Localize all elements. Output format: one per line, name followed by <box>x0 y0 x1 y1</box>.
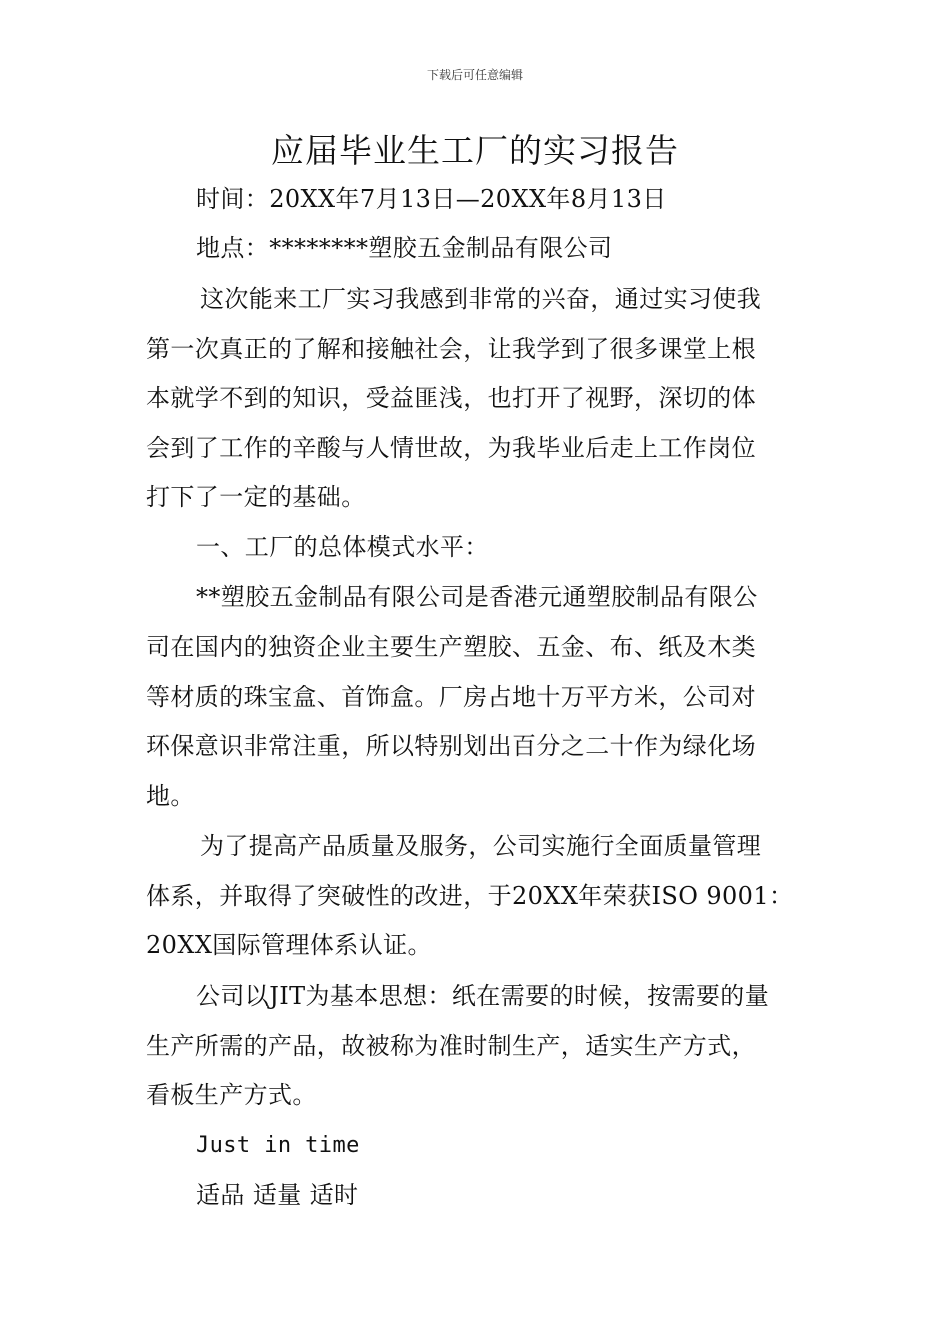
paragraph-line: 地。 <box>146 782 195 810</box>
paragraph-line: 为了提高产品质量及服务，公司实施行全面质量管理 <box>200 832 762 860</box>
paragraph-line: 生产所需的产品，故被称为准时制生产，适实生产方式， <box>146 1032 756 1060</box>
jit-line: Just in time <box>196 1133 360 1158</box>
section-heading: 一、工厂的总体模式水平： <box>196 533 489 561</box>
paragraph-line: 体系，并取得了突破性的改进，于20XX年荣获ISO 9001： <box>146 882 794 910</box>
paragraph-line: 公司以JIT为基本思想：纸在需要的时候，按需要的量 <box>196 982 770 1010</box>
time-line: 时间：20XX年7月13日—20XX年8月13日 <box>196 185 667 213</box>
paragraph-line: 20XX国际管理体系认证。 <box>146 931 432 959</box>
jit-meaning: 适品 适量 适时 <box>196 1181 359 1209</box>
header-note: 下载后可任意编辑 <box>426 68 523 82</box>
paragraph-line: 这次能来工厂实习我感到非常的兴奋，通过实习使我 <box>200 285 762 313</box>
paragraph-line: 看板生产方式。 <box>146 1081 317 1109</box>
paragraph-line: 第一次真正的了解和接触社会，让我学到了很多课堂上根 <box>146 335 756 363</box>
paragraph-line: **塑胶五金制品有限公司是香港元通塑胶制品有限公 <box>196 583 758 611</box>
paragraph-line: 环保意识非常注重，所以特别划出百分之二十作为绿化场 <box>146 732 756 760</box>
paragraph-line: 打下了一定的基础。 <box>146 483 366 511</box>
paragraph-line: 本就学不到的知识，受益匪浅，也打开了视野，深切的体 <box>146 384 756 412</box>
location-line: 地点：********塑胶五金制品有限公司 <box>196 234 613 262</box>
document-title: 应届毕业生工厂的实习报告 <box>271 131 679 170</box>
paragraph-line: 司在国内的独资企业主要生产塑胶、五金、布、纸及木类 <box>146 633 756 661</box>
paragraph-line: 会到了工作的辛酸与人情世故，为我毕业后走上工作岗位 <box>146 434 756 462</box>
paragraph-line: 等材质的珠宝盒、首饰盒。厂房占地十万平方米，公司对 <box>146 683 756 711</box>
